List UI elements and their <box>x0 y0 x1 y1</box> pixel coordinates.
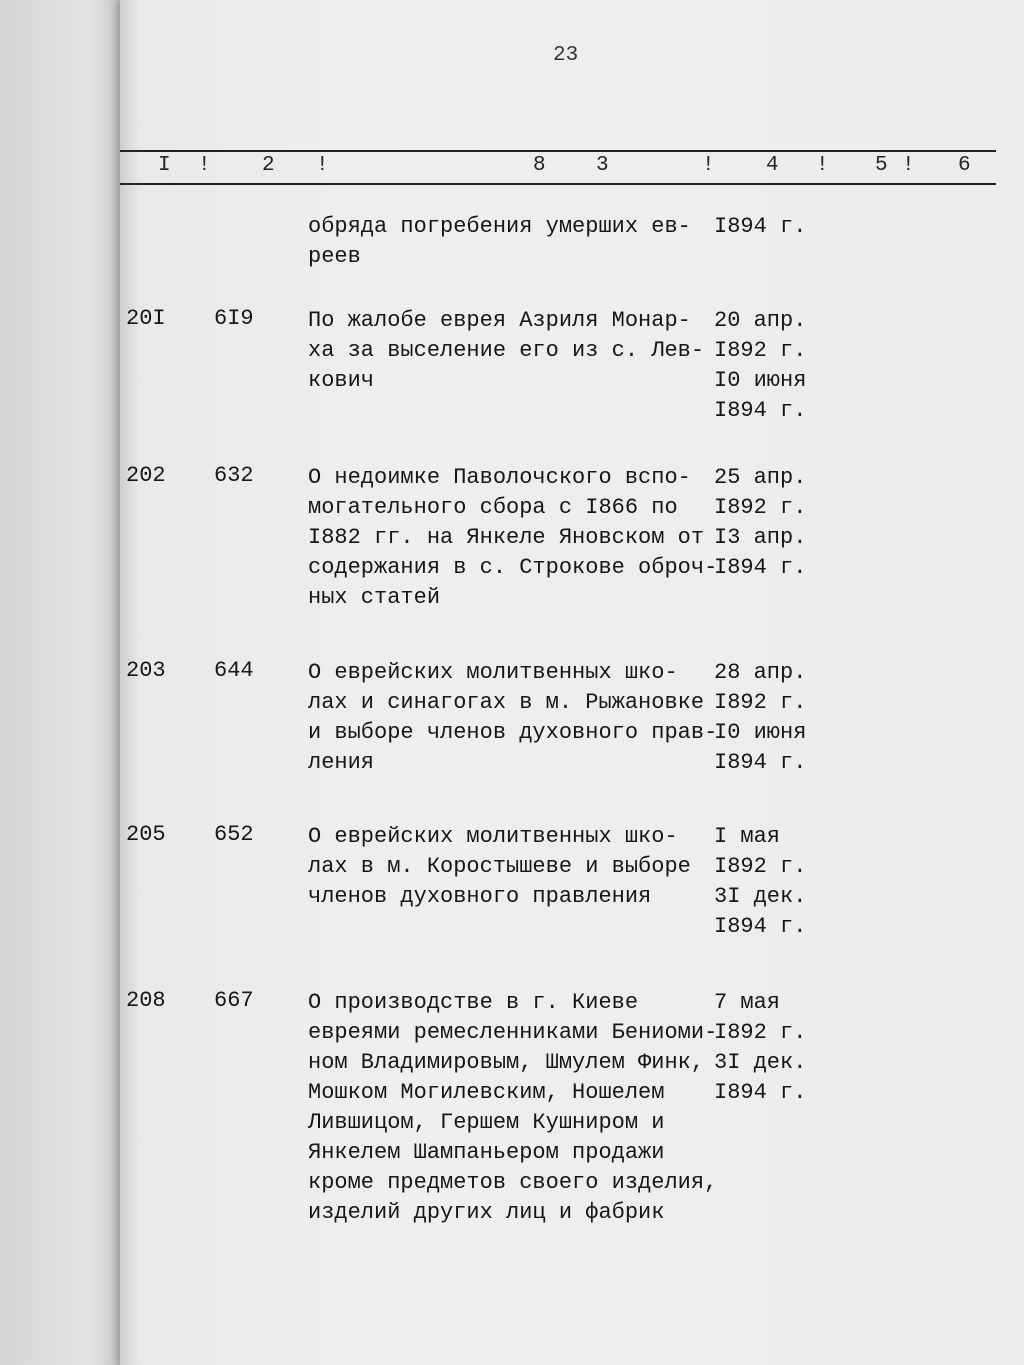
description-line: ных статей <box>308 585 441 610</box>
file-number: 667 <box>214 988 254 1013</box>
description-line: Мошком Могилевским, Ношелем <box>308 1080 665 1105</box>
description-line: I882 гг. на Янкеле Яновском от <box>308 525 705 550</box>
description-line: О недоимке Паволочского вспо- <box>308 465 691 490</box>
header-col-4: 4 <box>766 154 779 177</box>
date-line: 3I дек. <box>714 1050 807 1075</box>
date-line: I892 г. <box>714 495 807 520</box>
entry-description <box>308 658 728 778</box>
header-col-faint: 8 <box>533 154 546 177</box>
page-number: 23 <box>553 44 579 67</box>
date-line: I892 г. <box>714 690 807 715</box>
entry-dates <box>714 988 834 1108</box>
header-col-6: 6 <box>958 154 971 177</box>
description-line: О производстве в г. Киеве <box>308 990 639 1015</box>
entry-description <box>308 212 728 272</box>
description-line: реев <box>308 244 361 269</box>
description-line: ления <box>308 750 375 775</box>
description-line: лах и синагогах в м. Рыжановке <box>308 690 705 715</box>
header-separator: ! <box>816 154 829 177</box>
description-line: ном Владимировым, Шмулем Финк, <box>308 1050 705 1075</box>
entry-dates <box>714 306 834 426</box>
date-line: I894 г. <box>714 750 807 775</box>
entry-dates <box>714 822 834 942</box>
date-line: 7 мая <box>714 990 781 1015</box>
date-line: I894 г. <box>714 214 807 239</box>
document-page <box>120 0 1024 1365</box>
entry-number: 203 <box>126 658 166 683</box>
date-line: 25 апр. <box>714 465 807 490</box>
entry-description <box>308 988 728 1228</box>
header-separator: ! <box>902 154 915 177</box>
header-separator: ! <box>198 154 211 177</box>
description-line: и выборе членов духовного прав- <box>308 720 718 745</box>
file-number: 632 <box>214 463 254 488</box>
header-col-3: 3 <box>596 154 609 177</box>
header-col-2: 2 <box>262 154 275 177</box>
entry-description <box>308 822 728 912</box>
date-line: I894 г. <box>714 555 807 580</box>
header-rule-bottom <box>120 183 996 185</box>
date-line: I0 июня <box>714 720 807 745</box>
description-line: По жалобе еврея Азриля Монар- <box>308 308 691 333</box>
date-line: I894 г. <box>714 914 807 939</box>
description-line: кроме предметов своего изделия, <box>308 1170 718 1195</box>
description-line: О еврейских молитвенных шко- <box>308 824 678 849</box>
description-line: лах в м. Коростышеве и выборе <box>308 854 691 879</box>
header-separator: ! <box>702 154 715 177</box>
header-col-5: 5 <box>875 154 888 177</box>
date-line: 20 апр. <box>714 308 807 333</box>
header-separator: ! <box>316 154 329 177</box>
date-line: I мая <box>714 824 781 849</box>
entry-number: 202 <box>126 463 166 488</box>
file-number: 652 <box>214 822 254 847</box>
entry-number: 208 <box>126 988 166 1013</box>
description-line: О еврейских молитвенных шко- <box>308 660 678 685</box>
description-line: евреями ремесленниками Бениоми- <box>308 1020 718 1045</box>
date-line: I892 г. <box>714 338 807 363</box>
description-line: кович <box>308 368 375 393</box>
date-line: I892 г. <box>714 1020 807 1045</box>
date-line: I892 г. <box>714 854 807 879</box>
date-line: I894 г. <box>714 1080 807 1105</box>
description-line: обряда погребения умерших ев- <box>308 214 691 239</box>
description-line: могательного сбора с I866 по <box>308 495 678 520</box>
entry-dates <box>714 658 834 778</box>
description-line: Лившицом, Гершем Кушниром и <box>308 1110 665 1135</box>
date-line: I894 г. <box>714 398 807 423</box>
entry-dates <box>714 212 834 242</box>
facing-page-edge <box>0 0 130 1365</box>
entry-number: 205 <box>126 822 166 847</box>
date-line: 28 апр. <box>714 660 807 685</box>
header-rule-top <box>120 150 996 152</box>
description-line: изделий других лиц и фабрик <box>308 1200 665 1225</box>
description-line: членов духовного правления <box>308 884 652 909</box>
entry-dates <box>714 463 834 583</box>
entry-description <box>308 463 728 613</box>
description-line: Янкелем Шампаньером продажи <box>308 1140 665 1165</box>
header-col-1: I <box>158 154 171 177</box>
entry-number: 20I <box>126 306 166 331</box>
description-line: содержания в с. Строкове оброч- <box>308 555 718 580</box>
file-number: 644 <box>214 658 254 683</box>
date-line: I0 июня <box>714 368 807 393</box>
date-line: 3I дек. <box>714 884 807 909</box>
file-number: 6I9 <box>214 306 254 331</box>
entry-description <box>308 306 728 396</box>
date-line: I3 апр. <box>714 525 807 550</box>
description-line: ха за выселение его из с. Лев- <box>308 338 705 363</box>
